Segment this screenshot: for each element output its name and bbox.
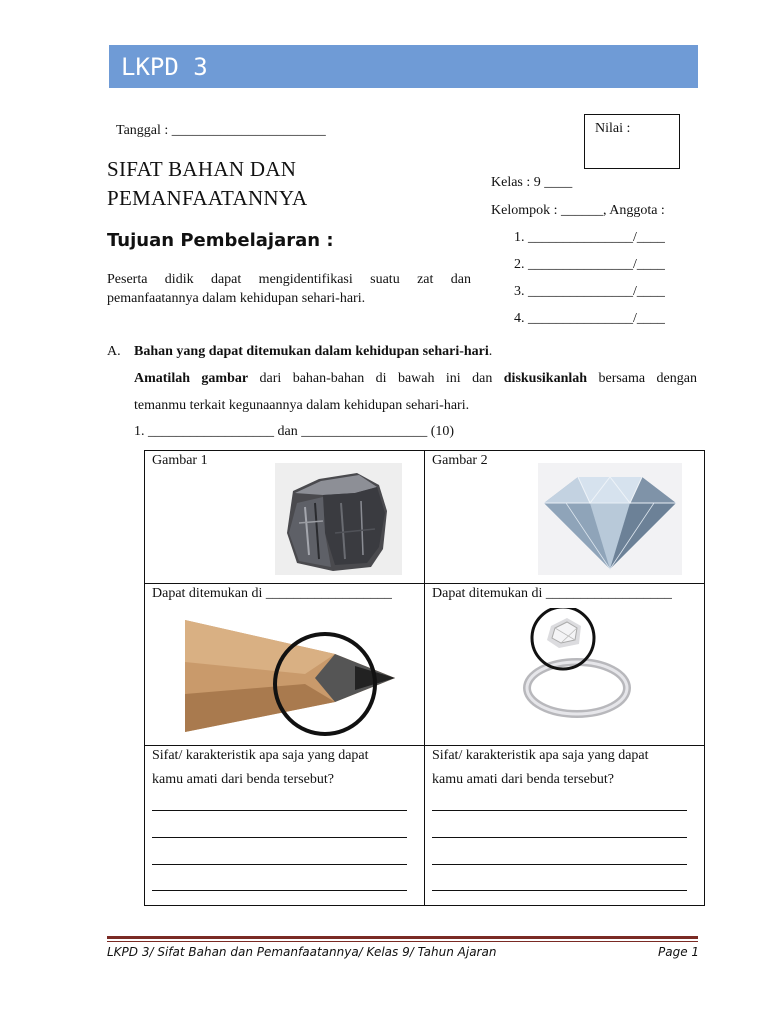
title-line-1: SIFAT BAHAN DAN [107, 157, 297, 181]
page-title [107, 155, 307, 213]
banner-title: LKPD 3 [121, 53, 208, 81]
kelompok-field: Kelompok : ______, Anggota : [491, 203, 665, 218]
cell-ditemukan-1 [145, 584, 425, 746]
diamond-ring-image [515, 608, 633, 724]
title-banner [109, 45, 698, 88]
gambar-1-label: Gambar 1 [152, 453, 208, 468]
kelas-field: Kelas : 9 ____ [491, 175, 573, 190]
section-a-heading-text: Bahan yang dapat ditemukan dalam kehidupan sehari-hari [134, 344, 489, 359]
member-4: 4. _______________/____ [514, 311, 665, 326]
answer-line [152, 810, 407, 811]
sifat-2-line-2: kamu amati dari benda tersebut? [432, 772, 614, 787]
objective-text: Peserta didik dapat mengidentifikasi suatu zat dan pemanfaatannya dalam kehidupan sehari-hari. [107, 272, 471, 306]
instruction-end: bersama dengan [587, 371, 697, 386]
answer-line [432, 864, 687, 865]
section-a-letter: A. [107, 344, 121, 359]
section-a-heading-suffix: . [488, 344, 493, 359]
answer-line [432, 890, 687, 891]
answer-line [432, 810, 687, 811]
item-1-prompt: 1. __________________ dan __________________ (10) [134, 424, 455, 439]
sifat-2-line-1: Sifat/ karakteristik apa saja yang dapat [432, 748, 649, 763]
footer-left-text: LKPD 3/ Sifat Bahan dan Pemanfaatannya/ Kelas 9/ Tahun Ajaran [107, 945, 497, 959]
answer-line [432, 837, 687, 838]
pencil-tip-image [185, 614, 405, 742]
ditemukan-1-label: Dapat ditemukan di __________________ [152, 586, 392, 601]
cell-sifat-1 [145, 746, 425, 906]
footer-rule-thin [107, 941, 698, 942]
cell-gambar-2 [425, 451, 705, 584]
graphite-rock-image [275, 463, 402, 575]
instruction-bold-2: diskusikanlah [503, 371, 588, 386]
footer-rule [107, 936, 698, 939]
sifat-1-line-2: kamu amati dari benda tersebut? [152, 772, 334, 787]
objective-heading: Tujuan Pembelajaran : [107, 230, 334, 251]
section-a-heading [134, 344, 492, 360]
cell-sifat-2 [425, 746, 705, 906]
cell-gambar-1 [145, 451, 425, 584]
member-2: 2. _______________/____ [514, 257, 665, 272]
member-3: 3. _______________/____ [514, 284, 665, 299]
diamond-image [538, 463, 682, 575]
cell-ditemukan-2 [425, 584, 705, 746]
observation-table [144, 450, 705, 906]
gambar-2-label: Gambar 2 [432, 453, 488, 468]
answer-line [152, 890, 407, 891]
page-number: Page 1 [658, 945, 700, 959]
sifat-1-line-1: Sifat/ karakteristik apa saja yang dapat [152, 748, 369, 763]
instruction-line-1 [134, 371, 697, 387]
nilai-box [584, 114, 680, 169]
instruction-line-2: temanmu terkait kegunaannya dalam kehidupan sehari-hari. [134, 398, 470, 413]
member-1: 1. _______________/____ [514, 230, 665, 245]
ditemukan-2-label: Dapat ditemukan di __________________ [432, 586, 672, 601]
nilai-label: Nilai : [595, 121, 631, 136]
answer-line [152, 837, 407, 838]
answer-line [152, 864, 407, 865]
title-line-2: PEMANFAATANNYA [107, 186, 308, 210]
tanggal-field: Tanggal : ______________________ [116, 123, 326, 138]
instruction-bold-1: Amatilah gambar [134, 371, 249, 386]
instruction-mid: dari bahan-bahan di bawah ini dan [248, 371, 504, 386]
